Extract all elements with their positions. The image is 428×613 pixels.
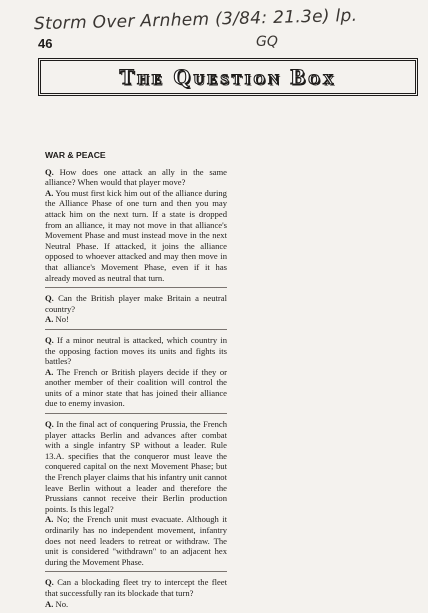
- divider: [45, 287, 227, 288]
- answer: A. No; the French unit must evacuate. Although it ordinarily has no independent movement, infantry does not need leaders to retreat or withdraw. The unit is considered "withdrawn" to an adjacent hex during the Movement Phase.: [45, 514, 227, 567]
- answer: A. No.: [45, 598, 69, 609]
- handwritten-initials: GQ: [256, 34, 278, 50]
- qa-item: [45, 335, 227, 409]
- question: Q. How does one attack an ally in the same alliance? When would that player move?: [45, 166, 227, 188]
- divider: [45, 329, 227, 330]
- qa-item: [45, 419, 227, 567]
- answer: A. The French or British players decide if they or another member of their coalition will control the units of a minor state that has joined their alliance due to enemy invasion.: [45, 366, 227, 409]
- answer: A. No!: [45, 314, 69, 325]
- article-column: [45, 150, 227, 613]
- page-number: 46: [38, 36, 53, 51]
- section-heading: WAR & PEACE: [45, 150, 106, 160]
- answer: A. You must first kick him out of the alliance during the Alliance Phase of one turn and then you may attack him on the next turn. If a state is dropped from an alliance, it may not move in that alliance's Movement Phase and must instead move in the next Neutral Phase. If attacked, it joins the alliance opposed to whoever attacked and may then move in that alliance's Movement Phase, even if it has already moved as neutral that turn.: [45, 187, 227, 283]
- title-box: [38, 58, 418, 96]
- question: Q. In the final act of conquering Prussia, the French player attacks Berlin and advances after combat with a single infantry SP without a leader. Rule 13.A. specifies that the conqueror must leave the conquered capital on the next Movement Phase; but the French player claims that his infantry unit cannot leave Berlin without a leader and therefore the Prussians cannot receive their Berlin production points. Is this legal?: [45, 419, 227, 514]
- page-title: The Question Box: [119, 64, 337, 89]
- question: Q. Can the British player make Britain a neutral country?: [45, 293, 227, 314]
- qa-item: [45, 167, 227, 284]
- divider: [45, 413, 227, 414]
- qa-item: [45, 293, 227, 325]
- handwritten-note: Storm Over Arnhem (3/84: 21.3e) lp.: [33, 5, 358, 35]
- qa-item: [45, 577, 227, 609]
- question: Q. Can a blockading fleet try to intercept the fleet that successfully ran its blockade that turn?: [45, 577, 227, 598]
- question: Q. If a minor neutral is attacked, which country in the opposing faction moves its units and fights its battles?: [45, 334, 227, 367]
